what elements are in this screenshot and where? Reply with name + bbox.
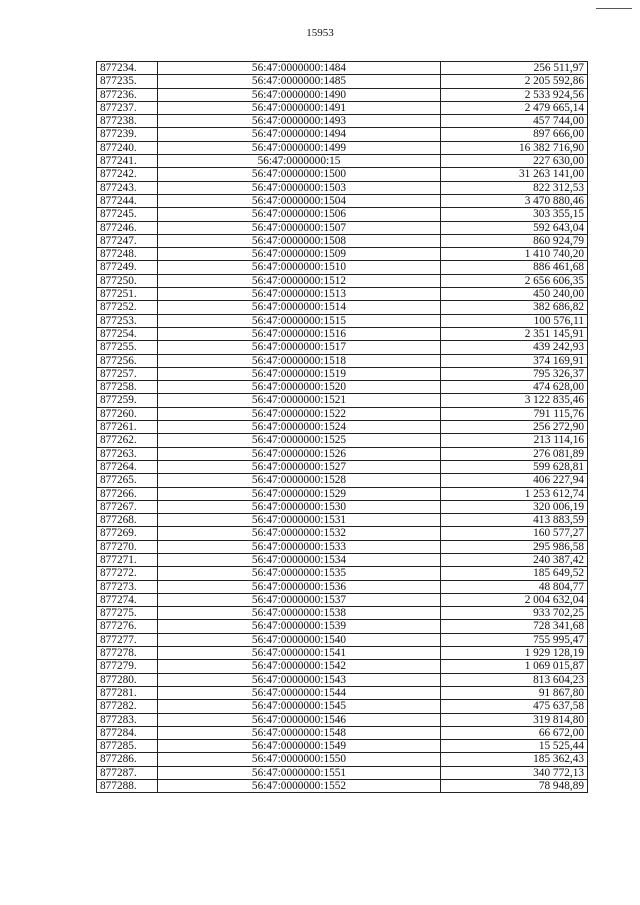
table-row [97, 607, 588, 620]
cadastral-value: 795 326,37 [441, 367, 588, 380]
cadastral-value: 592 643,04 [441, 221, 588, 234]
table-row [97, 527, 588, 540]
row-number: 877244. [97, 194, 158, 207]
table-row [97, 647, 588, 660]
row-number: 877264. [97, 460, 158, 473]
cadastral-value: 933 702,25 [441, 607, 588, 620]
cadastral-number: 56:47:0000000:1532 [158, 527, 441, 540]
cadastral-number: 56:47:0000000:1551 [158, 766, 441, 779]
cadastral-number: 56:47:0000000:1517 [158, 341, 441, 354]
row-number: 877262. [97, 434, 158, 447]
cadastral-number: 56:47:0000000:1518 [158, 354, 441, 367]
cadastral-number: 56:47:0000000:1540 [158, 633, 441, 646]
row-number: 877277. [97, 633, 158, 646]
row-number: 877288. [97, 780, 158, 793]
cadastral-number: 56:47:0000000:1537 [158, 593, 441, 606]
cadastral-value: 185 649,52 [441, 567, 588, 580]
table-row [97, 434, 588, 447]
cadastral-number: 56:47:0000000:1545 [158, 700, 441, 713]
row-number: 877257. [97, 367, 158, 380]
cadastral-number: 56:47:0000000:1508 [158, 234, 441, 247]
table-row [97, 407, 588, 420]
cadastral-number: 56:47:0000000:1534 [158, 553, 441, 566]
table-row [97, 301, 588, 314]
cadastral-number: 56:47:0000000:1528 [158, 474, 441, 487]
cadastral-value: 1 410 740,20 [441, 248, 588, 261]
cadastral-value: 213 114,16 [441, 434, 588, 447]
row-number: 877260. [97, 407, 158, 420]
cadastral-value: 439 242,93 [441, 341, 588, 354]
table-row [97, 700, 588, 713]
table-row [97, 155, 588, 168]
row-number: 877273. [97, 580, 158, 593]
cadastral-number: 56:47:0000000:1507 [158, 221, 441, 234]
cadastral-number: 56:47:0000000:1513 [158, 288, 441, 301]
cadastral-number: 56:47:0000000:1530 [158, 500, 441, 513]
row-number: 877243. [97, 181, 158, 194]
row-number: 877239. [97, 128, 158, 141]
cadastral-number: 56:47:0000000:15 [158, 155, 441, 168]
row-number: 877248. [97, 248, 158, 261]
page-number: 15953 [306, 27, 334, 39]
table-row [97, 394, 588, 407]
table-row [97, 753, 588, 766]
row-number: 877275. [97, 607, 158, 620]
row-number: 877261. [97, 421, 158, 434]
table-row [97, 780, 588, 793]
table-row [97, 580, 588, 593]
row-number: 877236. [97, 88, 158, 101]
row-number: 877254. [97, 327, 158, 340]
table-row [97, 660, 588, 673]
row-number: 877253. [97, 314, 158, 327]
table-row [97, 115, 588, 128]
row-number: 877282. [97, 700, 158, 713]
cadastral-value: 78 948,89 [441, 780, 588, 793]
cadastral-value: 475 637,58 [441, 700, 588, 713]
cadastral-value: 1 069 015,87 [441, 660, 588, 673]
cadastral-value: 374 169,91 [441, 354, 588, 367]
cadastral-number: 56:47:0000000:1527 [158, 460, 441, 473]
table-row [97, 234, 588, 247]
cadastral-value: 15 525,44 [441, 740, 588, 753]
cadastral-number: 56:47:0000000:1499 [158, 141, 441, 154]
table-row [97, 540, 588, 553]
cadastral-value: 303 355,15 [441, 208, 588, 221]
table-row [97, 274, 588, 287]
row-number: 877237. [97, 101, 158, 114]
table-row [97, 593, 588, 606]
cadastral-value: 256 511,97 [441, 62, 588, 75]
row-number: 877274. [97, 593, 158, 606]
cadastral-value: 48 804,77 [441, 580, 588, 593]
cadastral-number: 56:47:0000000:1548 [158, 726, 441, 739]
table-row [97, 128, 588, 141]
cadastral-number: 56:47:0000000:1500 [158, 168, 441, 181]
cadastral-number: 56:47:0000000:1544 [158, 686, 441, 699]
row-number: 877285. [97, 740, 158, 753]
row-number: 877271. [97, 553, 158, 566]
cadastral-value: 100 576,11 [441, 314, 588, 327]
table-row [97, 327, 588, 340]
row-number: 877284. [97, 726, 158, 739]
cadastral-value: 320 006,19 [441, 500, 588, 513]
row-number: 877259. [97, 394, 158, 407]
cadastral-number: 56:47:0000000:1493 [158, 115, 441, 128]
row-number: 877265. [97, 474, 158, 487]
cadastral-value: 728 341,68 [441, 620, 588, 633]
cadastral-value: 860 924,79 [441, 234, 588, 247]
table-row [97, 248, 588, 261]
cadastral-value: 2 004 632,04 [441, 593, 588, 606]
row-number: 877238. [97, 115, 158, 128]
cadastral-value: 886 461,68 [441, 261, 588, 274]
table-row [97, 341, 588, 354]
table-row [97, 447, 588, 460]
cadastral-number: 56:47:0000000:1491 [158, 101, 441, 114]
row-number: 877268. [97, 514, 158, 527]
table-row [97, 261, 588, 274]
row-number: 877263. [97, 447, 158, 460]
cadastral-number: 56:47:0000000:1541 [158, 647, 441, 660]
cadastral-number: 56:47:0000000:1524 [158, 421, 441, 434]
cadastral-number: 56:47:0000000:1529 [158, 487, 441, 500]
table-row [97, 288, 588, 301]
corner-mark [596, 8, 632, 9]
cadastral-number: 56:47:0000000:1538 [158, 607, 441, 620]
cadastral-value-table [96, 61, 588, 793]
row-number: 877278. [97, 647, 158, 660]
cadastral-number: 56:47:0000000:1552 [158, 780, 441, 793]
table-row [97, 740, 588, 753]
cadastral-value: 340 772,13 [441, 766, 588, 779]
cadastral-number: 56:47:0000000:1512 [158, 274, 441, 287]
table-row [97, 101, 588, 114]
cadastral-value: 813 604,23 [441, 673, 588, 686]
cadastral-value: 450 240,00 [441, 288, 588, 301]
table-row [97, 673, 588, 686]
table-row [97, 726, 588, 739]
cadastral-value: 66 672,00 [441, 726, 588, 739]
cadastral-number: 56:47:0000000:1536 [158, 580, 441, 593]
row-number: 877247. [97, 234, 158, 247]
table-row [97, 514, 588, 527]
cadastral-value: 240 387,42 [441, 553, 588, 566]
table-row [97, 460, 588, 473]
cadastral-number: 56:47:0000000:1510 [158, 261, 441, 274]
cadastral-value: 822 312,53 [441, 181, 588, 194]
cadastral-value: 160 577,27 [441, 527, 588, 540]
cadastral-number: 56:47:0000000:1519 [158, 367, 441, 380]
cadastral-number: 56:47:0000000:1525 [158, 434, 441, 447]
row-number: 877255. [97, 341, 158, 354]
table-row [97, 633, 588, 646]
row-number: 877286. [97, 753, 158, 766]
table-row [97, 62, 588, 75]
cadastral-value: 31 263 141,00 [441, 168, 588, 181]
cadastral-number: 56:47:0000000:1531 [158, 514, 441, 527]
cadastral-value: 276 081,89 [441, 447, 588, 460]
cadastral-number: 56:47:0000000:1520 [158, 381, 441, 394]
row-number: 877258. [97, 381, 158, 394]
cadastral-value: 3 122 835,46 [441, 394, 588, 407]
table-row [97, 181, 588, 194]
cadastral-number: 56:47:0000000:1533 [158, 540, 441, 553]
cadastral-value: 319 814,80 [441, 713, 588, 726]
cadastral-value: 791 115,76 [441, 407, 588, 420]
cadastral-number: 56:47:0000000:1543 [158, 673, 441, 686]
row-number: 877256. [97, 354, 158, 367]
row-number: 877272. [97, 567, 158, 580]
cadastral-number: 56:47:0000000:1509 [158, 248, 441, 261]
cadastral-number: 56:47:0000000:1546 [158, 713, 441, 726]
cadastral-number: 56:47:0000000:1539 [158, 620, 441, 633]
row-number: 877250. [97, 274, 158, 287]
table-row [97, 221, 588, 234]
cadastral-value: 2 533 924,56 [441, 88, 588, 101]
cadastral-value: 474 628,00 [441, 381, 588, 394]
table-row [97, 620, 588, 633]
row-number: 877252. [97, 301, 158, 314]
cadastral-value: 382 686,82 [441, 301, 588, 314]
cadastral-value: 2 205 592,86 [441, 75, 588, 88]
cadastral-value: 227 630,00 [441, 155, 588, 168]
row-number: 877234. [97, 62, 158, 75]
cadastral-value: 1 253 612,74 [441, 487, 588, 500]
table-row [97, 381, 588, 394]
row-number: 877249. [97, 261, 158, 274]
row-number: 877276. [97, 620, 158, 633]
row-number: 877283. [97, 713, 158, 726]
cadastral-value: 185 362,43 [441, 753, 588, 766]
row-number: 877235. [97, 75, 158, 88]
row-number: 877270. [97, 540, 158, 553]
row-number: 877241. [97, 155, 158, 168]
cadastral-number: 56:47:0000000:1550 [158, 753, 441, 766]
cadastral-value: 2 479 665,14 [441, 101, 588, 114]
row-number: 877280. [97, 673, 158, 686]
row-number: 877242. [97, 168, 158, 181]
cadastral-number: 56:47:0000000:1515 [158, 314, 441, 327]
row-number: 877279. [97, 660, 158, 673]
cadastral-value: 755 995,47 [441, 633, 588, 646]
row-number: 877266. [97, 487, 158, 500]
cadastral-value: 2 656 606,35 [441, 274, 588, 287]
table-row [97, 713, 588, 726]
row-number: 877245. [97, 208, 158, 221]
row-number: 877269. [97, 527, 158, 540]
cadastral-value: 2 351 145,91 [441, 327, 588, 340]
table-row [97, 194, 588, 207]
table-row [97, 88, 588, 101]
cadastral-value: 91 867,80 [441, 686, 588, 699]
table-row [97, 474, 588, 487]
cadastral-value: 413 883,59 [441, 514, 588, 527]
table-body [97, 62, 588, 793]
table-row [97, 354, 588, 367]
cadastral-value: 457 744,00 [441, 115, 588, 128]
table-row [97, 367, 588, 380]
row-number: 877240. [97, 141, 158, 154]
cadastral-number: 56:47:0000000:1549 [158, 740, 441, 753]
table-row [97, 686, 588, 699]
cadastral-number: 56:47:0000000:1521 [158, 394, 441, 407]
cadastral-value: 3 470 880,46 [441, 194, 588, 207]
cadastral-value: 16 382 716,90 [441, 141, 588, 154]
cadastral-number: 56:47:0000000:1484 [158, 62, 441, 75]
table-row [97, 75, 588, 88]
table-row [97, 141, 588, 154]
row-number: 877267. [97, 500, 158, 513]
cadastral-number: 56:47:0000000:1522 [158, 407, 441, 420]
table-row [97, 553, 588, 566]
cadastral-number: 56:47:0000000:1526 [158, 447, 441, 460]
cadastral-number: 56:47:0000000:1504 [158, 194, 441, 207]
cadastral-value: 406 227,94 [441, 474, 588, 487]
table-row [97, 168, 588, 181]
row-number: 877251. [97, 288, 158, 301]
table-row [97, 208, 588, 221]
cadastral-value: 295 986,58 [441, 540, 588, 553]
table-row [97, 487, 588, 500]
cadastral-value: 1 929 128,19 [441, 647, 588, 660]
cadastral-number: 56:47:0000000:1485 [158, 75, 441, 88]
cadastral-number: 56:47:0000000:1494 [158, 128, 441, 141]
table-row [97, 314, 588, 327]
cadastral-value: 599 628,81 [441, 460, 588, 473]
cadastral-number: 56:47:0000000:1490 [158, 88, 441, 101]
cadastral-number: 56:47:0000000:1535 [158, 567, 441, 580]
cadastral-number: 56:47:0000000:1503 [158, 181, 441, 194]
table-row [97, 567, 588, 580]
cadastral-number: 56:47:0000000:1516 [158, 327, 441, 340]
cadastral-number: 56:47:0000000:1542 [158, 660, 441, 673]
cadastral-number: 56:47:0000000:1506 [158, 208, 441, 221]
cadastral-value: 897 666,00 [441, 128, 588, 141]
cadastral-value: 256 272,90 [441, 421, 588, 434]
table-row [97, 421, 588, 434]
row-number: 877246. [97, 221, 158, 234]
row-number: 877287. [97, 766, 158, 779]
row-number: 877281. [97, 686, 158, 699]
table-row [97, 500, 588, 513]
table-row [97, 766, 588, 779]
cadastral-number: 56:47:0000000:1514 [158, 301, 441, 314]
